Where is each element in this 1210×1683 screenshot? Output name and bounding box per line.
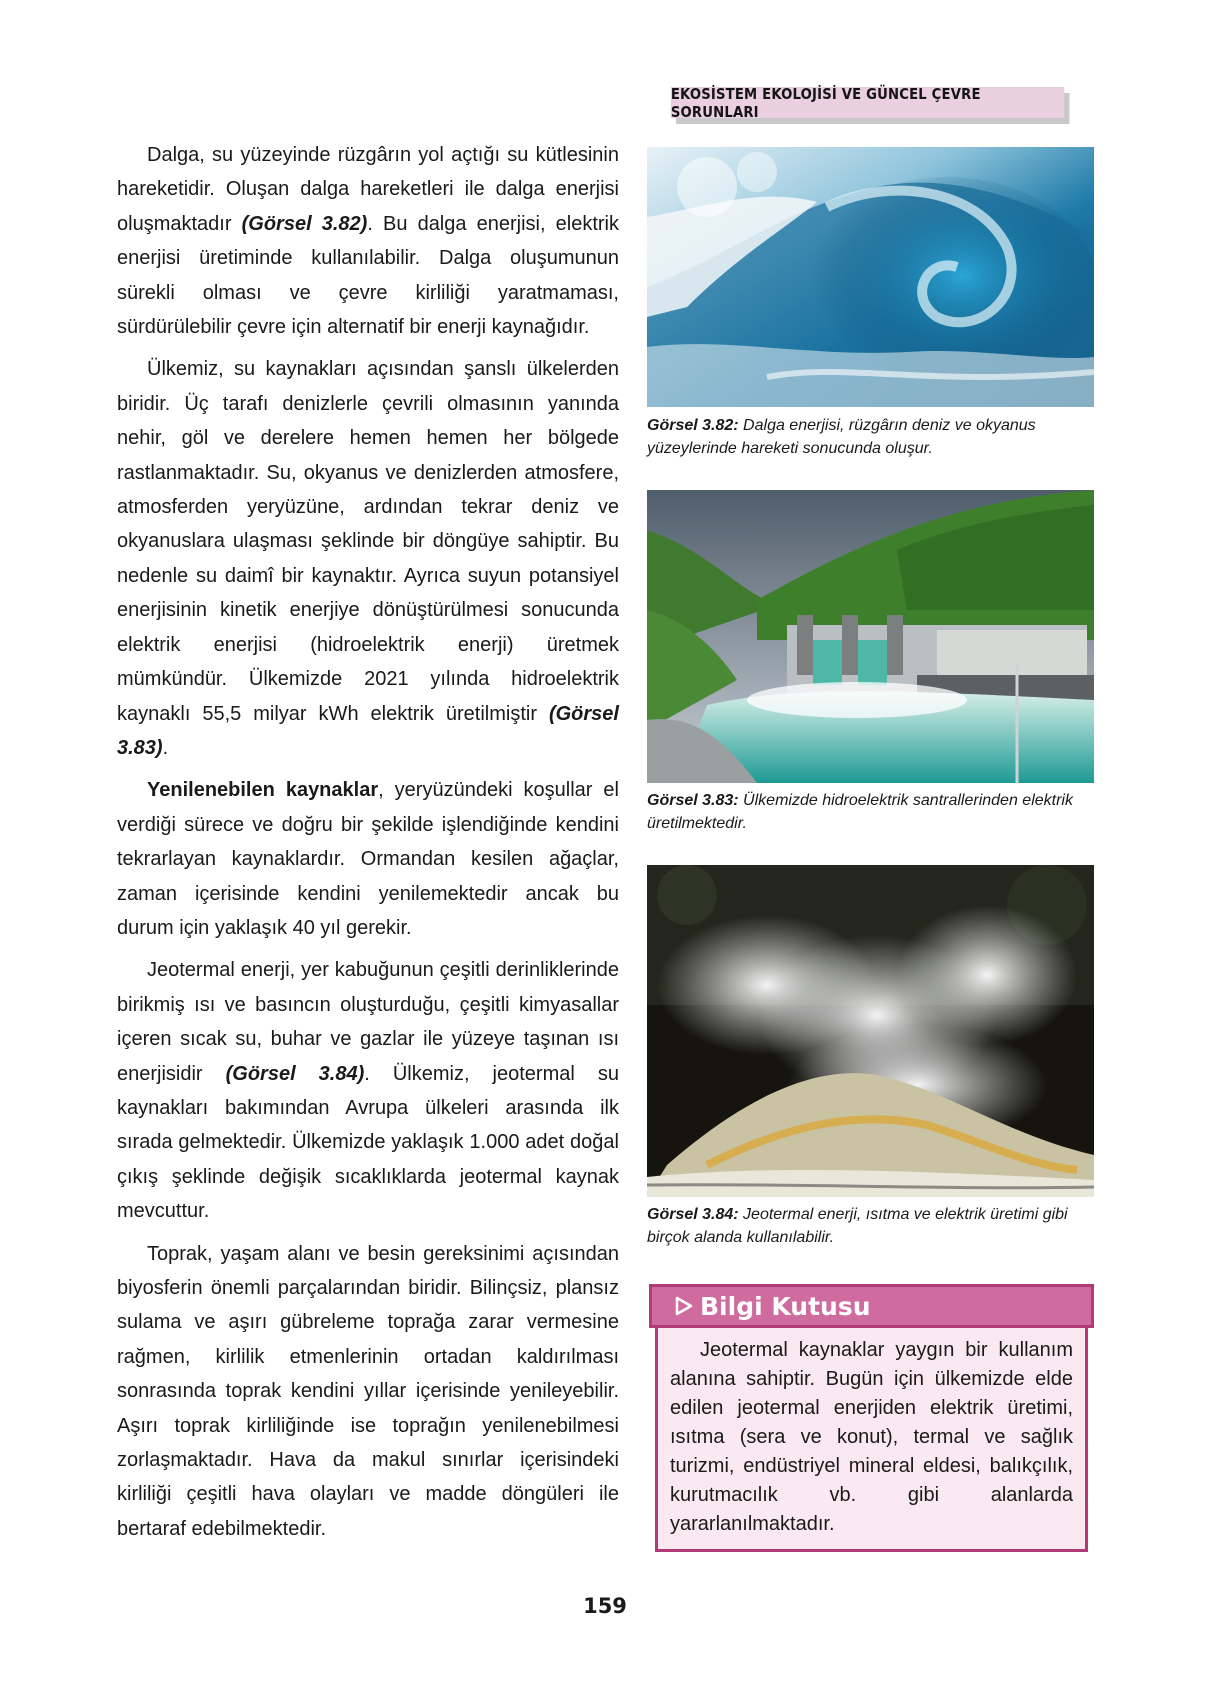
info-box bbox=[649, 1284, 1094, 1552]
info-box-header bbox=[649, 1284, 1094, 1328]
chapter-header bbox=[670, 84, 1064, 121]
info-box-text: Jeotermal kaynaklar yaygın bir kullanım alanına sahiptir. Bugün için ülkemizde elde edilen jeotermal enerjiden elektrik üretimi, ısıtma (sera ve konut), termal ve sağlık turizmi, endüstriyel mineral eldesi, balıkçılık, kurutmacılık vb. gibi alanlarda yararlanılmaktadır. bbox=[670, 1339, 1073, 1535]
figure-ref-3-84: (Görsel 3.84) bbox=[225, 1062, 365, 1085]
page-number: 159 bbox=[583, 1594, 627, 1618]
paragraph-wave-energy: Dalga, su yüzeyinde rüzgârın yol açtığı su kütlesinin hareketidir. Oluşan dalga hareketleri ile dalga enerjisi oluşmaktadır (Görsel 3.82). Bu dalga enerjisi, elektrik enerjisi üretiminde kullanılabilir. Dalga oluşumunun sürekli olması ve çevre kirliliği yaratmaması, sürdürülebilir çevre için alternatif bir enerji kaynağıdır. bbox=[117, 144, 619, 339]
main-text-column bbox=[117, 138, 619, 1554]
caption-figure-3-83: Görsel 3.83: Ülkemizde hidroelektrik santrallerinden elektrik üretilmektedir. bbox=[647, 792, 1073, 832]
paragraph-water-resources: Ülkemiz, su kaynakları açısından şanslı ülkelerden biridir. Üç tarafı denizlerle çevrili olmasının yanında nehir, göl ve derelere hemen hemen her bölgede rastlanmaktadır. Su, okyanus ve denizlerden atmosfere, atmosferden yeryüzüne, ardından tekrar deniz ve okyanuslara ulaşması şeklinde bir döngüye sahiptir. Bu nedenle su daimî bir kaynaktır. Ayrıca suyun potansiyel enerjisinin kinetik enerjiye dönüştürülmesi sonucunda elektrik enerjisi (hidroelektrik enerji) üretmek mümkündür. Ülkemizde 2021 yılında hidroelektrik kaynaklı 55,5 milyar kWh elektrik üretilmiştir (Görsel 3.83). bbox=[117, 358, 619, 759]
figure-ref-3-82: (Görsel 3.82) bbox=[241, 212, 368, 235]
photo-ocean-wave bbox=[647, 147, 1094, 407]
paragraph-soil: Toprak, yaşam alanı ve besin gereksinimi açısından biyosferin önemli parçalarından biridir. Bilinçsiz, plansız sulama ve aşırı gübreleme toprağa zarar vermesine rağmen, kirlilik etmenlerinin ortadan kaldırılması sonrasında toprak kendini yıllar içerisinde yenileyebilir. Aşırı toprak kirliliğinde ise toprağın yenilenebilmesi zorlaşmaktadır. Hava da makul sınırlar içerisindeki kirliliği çeşitli hava olayları ve madde döngüleri ile bertaraf edebilmektedir. bbox=[117, 1242, 619, 1540]
caption-label: Görsel 3.84: bbox=[647, 1206, 739, 1223]
term-renewable-resources: Yenilenebilen kaynaklar bbox=[147, 779, 379, 802]
play-triangle-icon bbox=[672, 1295, 694, 1317]
info-box-title: Bilgi Kutusu bbox=[700, 1291, 871, 1321]
figure-ref-3-83: (Görsel 3.83) bbox=[117, 702, 619, 759]
caption-label: Görsel 3.83: bbox=[647, 792, 739, 809]
paragraph-geothermal: Jeotermal enerji, yer kabuğunun çeşitli derinliklerinde birikmiş ısı ve basıncın oluşturduğu, çeşitli kimyasallar içeren sıcak su, buhar ve gazlar ile yüzeye taşınan ısı enerjisidir (Görsel 3.84). Ülkemiz, jeotermal su kaynakları bakımından Avrupa ülkeleri arasında ilk sırada gelmektedir. Ülkemizde yaklaşık 1.000 adet doğal çıkış şeklinde değişik sıcaklıklarda jeotermal kaynak mevcuttur. bbox=[117, 959, 619, 1223]
caption-figure-3-84: Görsel 3.84: Jeotermal enerji, ısıtma ve elektrik üretimi gibi birçok alanda kullanılabilir. bbox=[647, 1206, 1068, 1246]
info-box-body bbox=[655, 1328, 1088, 1552]
photo-hydroelectric-dam bbox=[647, 490, 1094, 783]
chapter-title: EKOSİSTEM EKOLOJİSİ VE GÜNCEL ÇEVRE SORUNLARI bbox=[670, 84, 981, 121]
caption-label: Görsel 3.82: bbox=[647, 417, 739, 434]
photo-geothermal-steam bbox=[647, 865, 1094, 1197]
paragraph-renewable-resources: Yenilenebilen kaynaklar, yeryüzündeki koşullar el verdiği sürece ve doğru bir şekilde işlendiğinde kendini tekrarlayan kaynaklardır. Ormandan kesilen ağaçlar, zaman içerisinde kendini yenilemektedir ancak bu durum için yaklaşık 40 yıl gerekir. bbox=[117, 779, 619, 939]
caption-figure-3-82: Görsel 3.82: Dalga enerjisi, rüzgârın deniz ve okyanus yüzeylerinde hareketi sonucunda oluşur. bbox=[647, 417, 1036, 457]
